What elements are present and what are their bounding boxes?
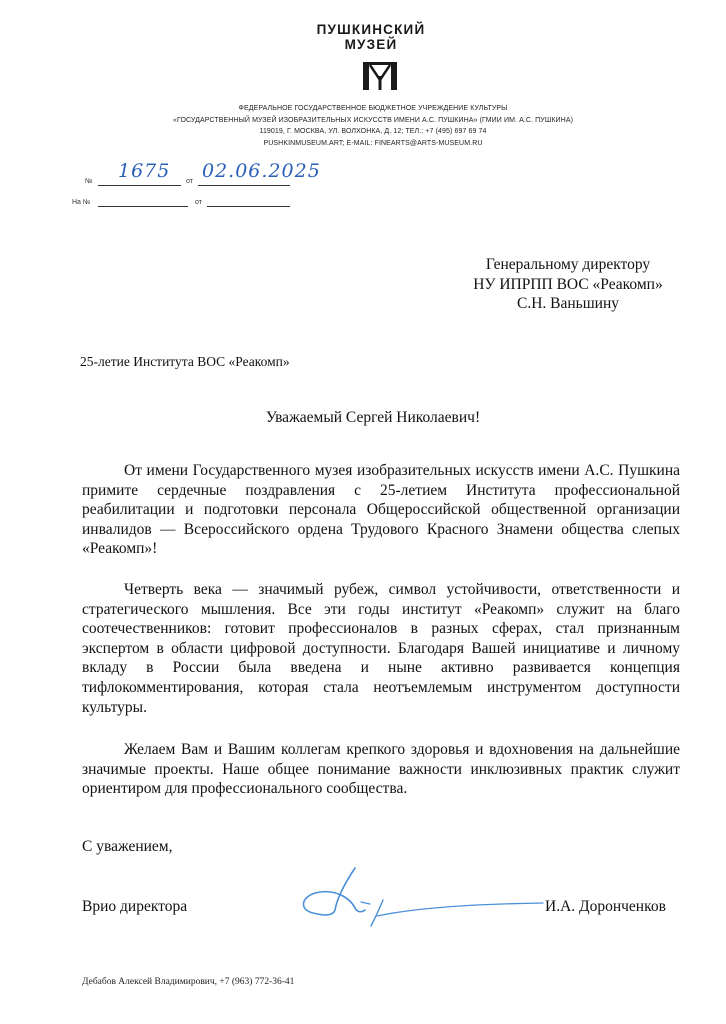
number-label: № (85, 178, 93, 185)
org-line: ФЕДЕРАЛЬНОЕ ГОСУДАРСТВЕННОЕ БЮДЖЕТНОЕ УЧРЕЖДЕНИЕ КУЛЬТУРЫ (238, 105, 508, 112)
museum-logo-icon (361, 60, 401, 92)
date-underline (198, 185, 290, 186)
museum-brand (0, 22, 726, 52)
closing: С уважением, (82, 838, 173, 855)
brand-line-2: МУЗЕЙ (344, 37, 398, 52)
number-underline (98, 185, 181, 186)
organization-details (0, 103, 726, 149)
outgoing-number: 1675 (118, 160, 171, 182)
signer-position: Врио директора (82, 898, 188, 915)
addressee-line: С.Н. Ваньшину (516, 295, 619, 312)
reply-date-label: от (195, 199, 202, 206)
addressee-line: Генеральному директору (485, 256, 651, 273)
org-line: «ГОСУДАРСТВЕННЫЙ МУЗЕЙ ИЗОБРАЗИТЕЛЬНЫХ ИСКУССТВ ИМЕНИ А.С. ПУШКИНА» (ГМИИ ИМ. А.С. ПУШКИНА) (172, 116, 574, 124)
addressee-line: НУ ИПРПП ВОС «Реакомп» (473, 275, 663, 293)
org-line: 119019, Г. МОСКВА, УЛ. ВОЛХОНКА, Д. 12; ТЕЛ.: +7 (495) 697 69 74 (259, 128, 487, 136)
body-paragraph-3: Желаем Вам и Вашим коллегам крепкого здоровья и вдохновения на дальнейшие значимые проекты. Наше общее понимание важности инклюзивных практик служит ориентиром для профессионального сообщества. (82, 741, 680, 798)
salutation: Уважаемый Сергей Николаевич! (265, 409, 481, 426)
letter-subject: 25-летие Института ВОС «Реакомп» (80, 354, 290, 369)
body-paragraph-2: Четверть века — значимый рубеж, символ устойчивости, ответственности и стратегического мышления. Все эти годы институт «Реакомп» служит на благо соотечественников: готовит профессионалов в разных сферах, стал признанным экспертом в области цифровой доступности. Благодаря Вашей инициативе и личному вкладу в России была введена и ныне активно развивается концепция тифлокомментирования, которая стала неотъемлемым инструментом доступности культуры. (82, 581, 680, 716)
date-label: от (186, 178, 193, 185)
body-paragraph-1: От имени Государственного музея изобразительных искусств имени А.С. Пушкина примите сердечные поздравления с 25-летием Института профессиональной реабилитации и подготовки персонала Общероссийской общественной организации инвалидов — Всероссийского ордена Трудового Красного Знамени общества слепых «Реакомп»! (82, 462, 680, 558)
handwritten-signature (295, 858, 560, 928)
outgoing-date: 02.06.2025 (202, 160, 321, 182)
org-line: PUSHKINMUSEUM.ART; E-MAIL: FINEARTS@ARTS-MUSEUM.RU (263, 139, 483, 147)
reply-number-underline (98, 206, 188, 207)
addressee-block (430, 255, 706, 314)
signer-name: И.А. Доронченков (545, 898, 666, 915)
reply-number-label: На № (72, 199, 91, 206)
executor-contact: Дебабов Алексей Владимирович, +7 (963) 772-36-41 (82, 977, 295, 987)
reply-date-underline (207, 206, 290, 207)
brand-line-1: ПУШКИНСКИЙ (316, 22, 426, 37)
